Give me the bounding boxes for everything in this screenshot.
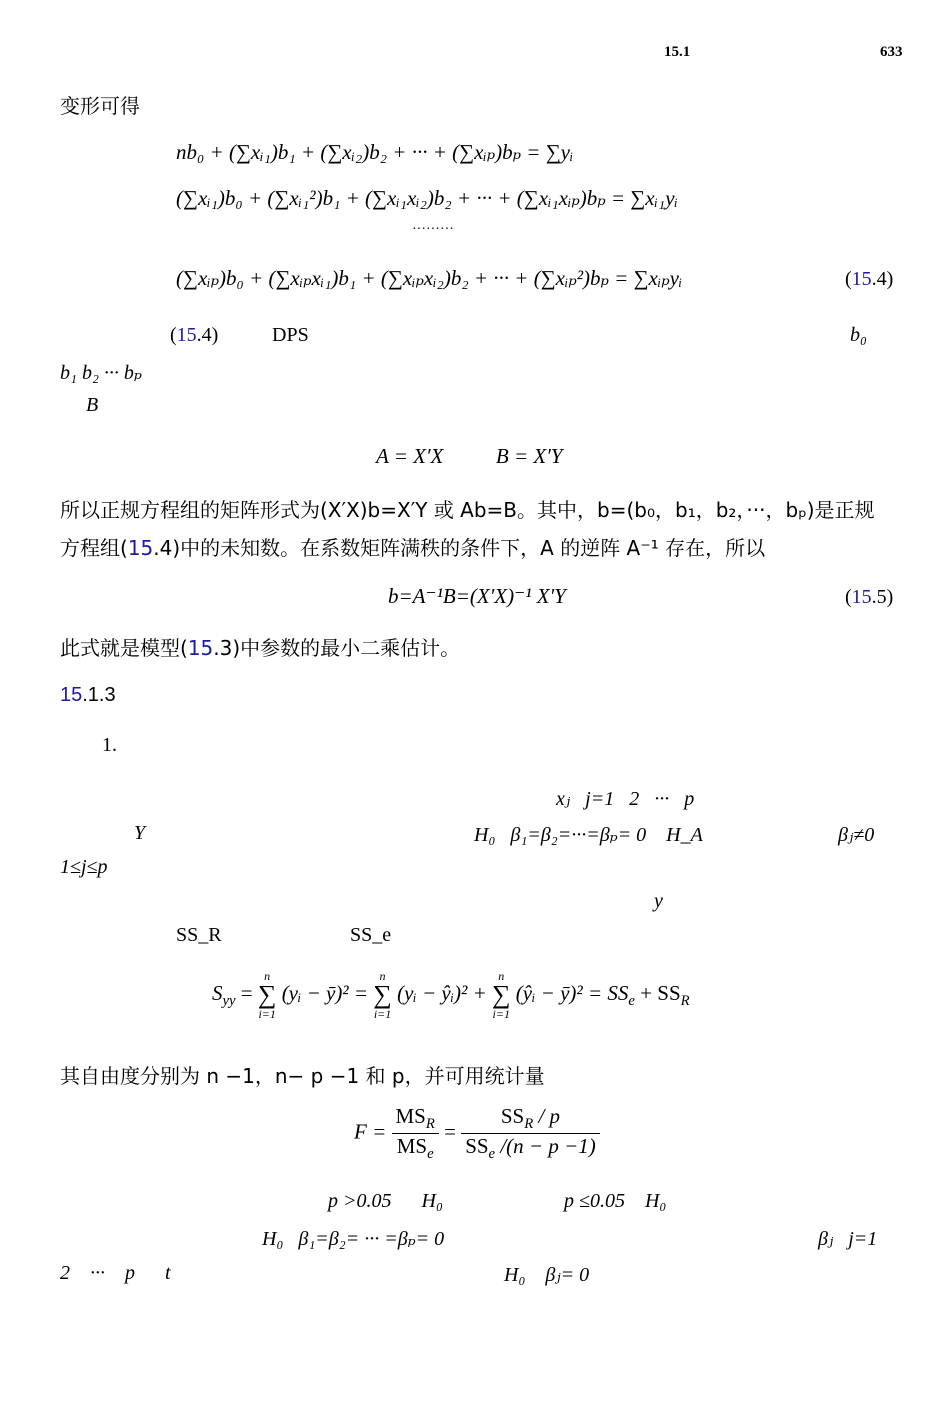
page-number: 633 <box>880 44 903 60</box>
equation-line-3: (∑xᵢₚ)b₀ + (∑xᵢₚxᵢ₁)b₁ + (∑xᵢₚxᵢ₂)b₂ + ··· + (∑xᵢₚ²)bₚ = ∑xᵢₚyᵢ <box>176 266 683 290</box>
beta-j-line: βⱼ j=1 <box>818 1228 878 1250</box>
section-number: 15.1 <box>664 44 691 60</box>
sum-symbol: n ∑ i=1 <box>257 969 277 1021</box>
SSR-label: SS_R <box>176 924 222 946</box>
p-less-line: p ≤0.05 H₀ <box>564 1190 667 1212</box>
item-number-1: 1. <box>102 734 117 756</box>
F-statistic: F = $\frac{MS_R}{MS_e}$ = $\frac{SS_R / p}{SS_e /(n - p -1)}$ <box>354 1104 600 1163</box>
least-squares-text: 此式就是模型(15.3)中参数的最小二乘估计。 <box>60 636 461 660</box>
last-line-left: 2 ··· p t <box>60 1262 171 1284</box>
ref-15-4: (15.4) <box>170 324 219 346</box>
equation-number-15-4: (15.4) <box>845 268 894 290</box>
dps-label: DPS <box>272 324 309 346</box>
last-line-right: H₀ βⱼ= 0 <box>504 1264 590 1286</box>
sum-symbol: n ∑ i=1 <box>373 969 392 1021</box>
p-greater-line: p >0.05 H₀ <box>328 1190 443 1212</box>
Y-label: Y <box>134 822 146 844</box>
intro-text: 变形可得 <box>60 94 140 118</box>
equation-15-5: b=A⁻¹B=(X′X)⁻¹ X′Y <box>388 584 566 608</box>
matrix-form-text-1: 所以正规方程组的矩阵形式为(X′X)b=X′Y 或 Ab=B。其中，b=(b₀，b₁，b₂，···，bₚ)是正规 <box>60 498 875 522</box>
matrix-B-label: B <box>86 394 99 416</box>
equation-dots: ········· <box>412 222 454 237</box>
null-hypothesis-line: H₀ β₁=β₂= ··· =βₚ= 0 <box>262 1228 445 1250</box>
j-range: 1≤j≤p <box>60 856 108 878</box>
b-coefficients: b₁ b₂ ··· bₚ <box>60 362 142 384</box>
beta-ne-zero: βⱼ≠0 <box>838 824 875 846</box>
syy-decomposition: $S_{yy}$ = n ∑ i=1 (yᵢ − ȳ)² = n ∑ i=1 (yᵢ − ŷᵢ)² + n ∑ i=1 (ŷᵢ − ȳ)² = $SS_e + SS_R$ <box>212 969 690 1021</box>
ms-fraction: $\frac{MS_R}{MS_e}$ <box>392 1104 439 1163</box>
sum-symbol: n ∑ i=1 <box>492 969 511 1021</box>
equation-A-B: A = X′X B = X′Y <box>376 444 563 468</box>
equation-line-1: nb₀ + (∑xᵢ₁)b₁ + (∑xᵢ₂)b₂ + ··· + (∑xᵢₚ)bₚ = ∑yᵢ <box>176 140 574 164</box>
equation-number-15-5: (15.5) <box>845 586 894 608</box>
b0-label: b₀ <box>850 324 867 346</box>
xj-line: xⱼ j=1 2 ··· p <box>556 788 695 810</box>
equation-line-2: (∑xᵢ₁)b₀ + (∑xᵢ₁²)b₁ + (∑xᵢ₁xᵢ₂)b₂ + ··· + (∑xᵢ₁xᵢₚ)bₚ = ∑xᵢ₁yᵢ <box>176 186 678 210</box>
subsection-heading: 15.1.3 <box>60 684 116 706</box>
matrix-form-text-2: 方程组(15.4)中的未知数。在系数矩阵满秩的条件下，A 的逆阵 A⁻¹ 存在，所以 <box>60 536 766 560</box>
ss-fraction: $\frac{SS_R / p}{SS_e /(n - p -1)}$ <box>461 1104 600 1163</box>
hypothesis-line: H₀ β₁=β₂=···=βₚ= 0 H_A <box>474 824 703 846</box>
y-label: y <box>654 890 663 912</box>
SSe-label: SS_e <box>350 924 392 946</box>
degrees-of-freedom-text: 其自由度分别为 n −1，n− p −1 和 p，并可用统计量 <box>60 1064 545 1088</box>
